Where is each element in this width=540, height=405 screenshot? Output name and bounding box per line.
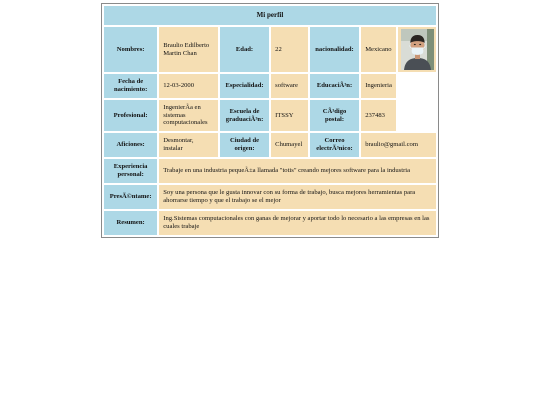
value-codigo-postal: 237483 (361, 100, 396, 131)
value-correo: braulio@gmail.com (361, 133, 436, 157)
value-edad: 22 (271, 27, 308, 72)
profile-photo-cell (398, 27, 436, 72)
value-nacionalidad: Mexicano (361, 27, 396, 72)
profile-table (101, 3, 439, 238)
label-nombres: Nombres: (104, 27, 157, 72)
empty-cell (398, 74, 436, 131)
label-correo: Correo electrÃ³nico: (310, 133, 359, 157)
label-profesional: Profesional: (104, 100, 157, 131)
value-educacion: Ingenieria (361, 74, 396, 98)
value-nombres: Braulio Edilberto Martin Chan (159, 27, 218, 72)
label-fecha-nacimiento: Fecha de nacimiento: (104, 74, 157, 98)
value-aficiones: Desmontar, instalar (159, 133, 218, 157)
value-profesional: IngenierÃa en sistemas computacionales (159, 100, 218, 131)
value-fecha-nacimiento: 12-03-2000 (159, 74, 218, 98)
value-especialidad: software (271, 74, 308, 98)
label-especialidad: Especialidad: (220, 74, 269, 98)
profile-photo (401, 29, 434, 70)
label-codigo-postal: CÃ³digo postal: (310, 100, 359, 131)
value-escuela: ITSSY (271, 100, 308, 131)
value-ciudad-origen: Chumayel (271, 133, 308, 157)
value-resumen: Ing.Sistemas computacionales con ganas de mejorar y aportar todo lo necesario a las empresas en las cuales trabaje (159, 211, 436, 235)
label-escuela: Escuela de graduaciÃ³n: (220, 100, 269, 131)
label-educacion: EducaciÃ³n: (310, 74, 359, 98)
label-experiencia: Experiencia personal: (104, 159, 157, 183)
label-aficiones: Aficiones: (104, 133, 157, 157)
page-title: Mi perfil (104, 6, 436, 25)
label-presentame: PresÃ©ntame: (104, 185, 157, 209)
value-presentame: Soy una persona que le gusta innovar con su forma de trabajo, busca mejores herramientas para ahorrarse tiempo y que el trabajo se el mejor (159, 185, 436, 209)
label-edad: Edad: (220, 27, 269, 72)
label-nacionalidad: nacionalidad: (310, 27, 359, 72)
value-experiencia: Trabaje en una industria pequeÃ±a llamada "totis" creando mejores software para la industria (159, 159, 436, 183)
label-resumen: Resumen: (104, 211, 157, 235)
label-ciudad-origen: Ciudad de origen: (220, 133, 269, 157)
